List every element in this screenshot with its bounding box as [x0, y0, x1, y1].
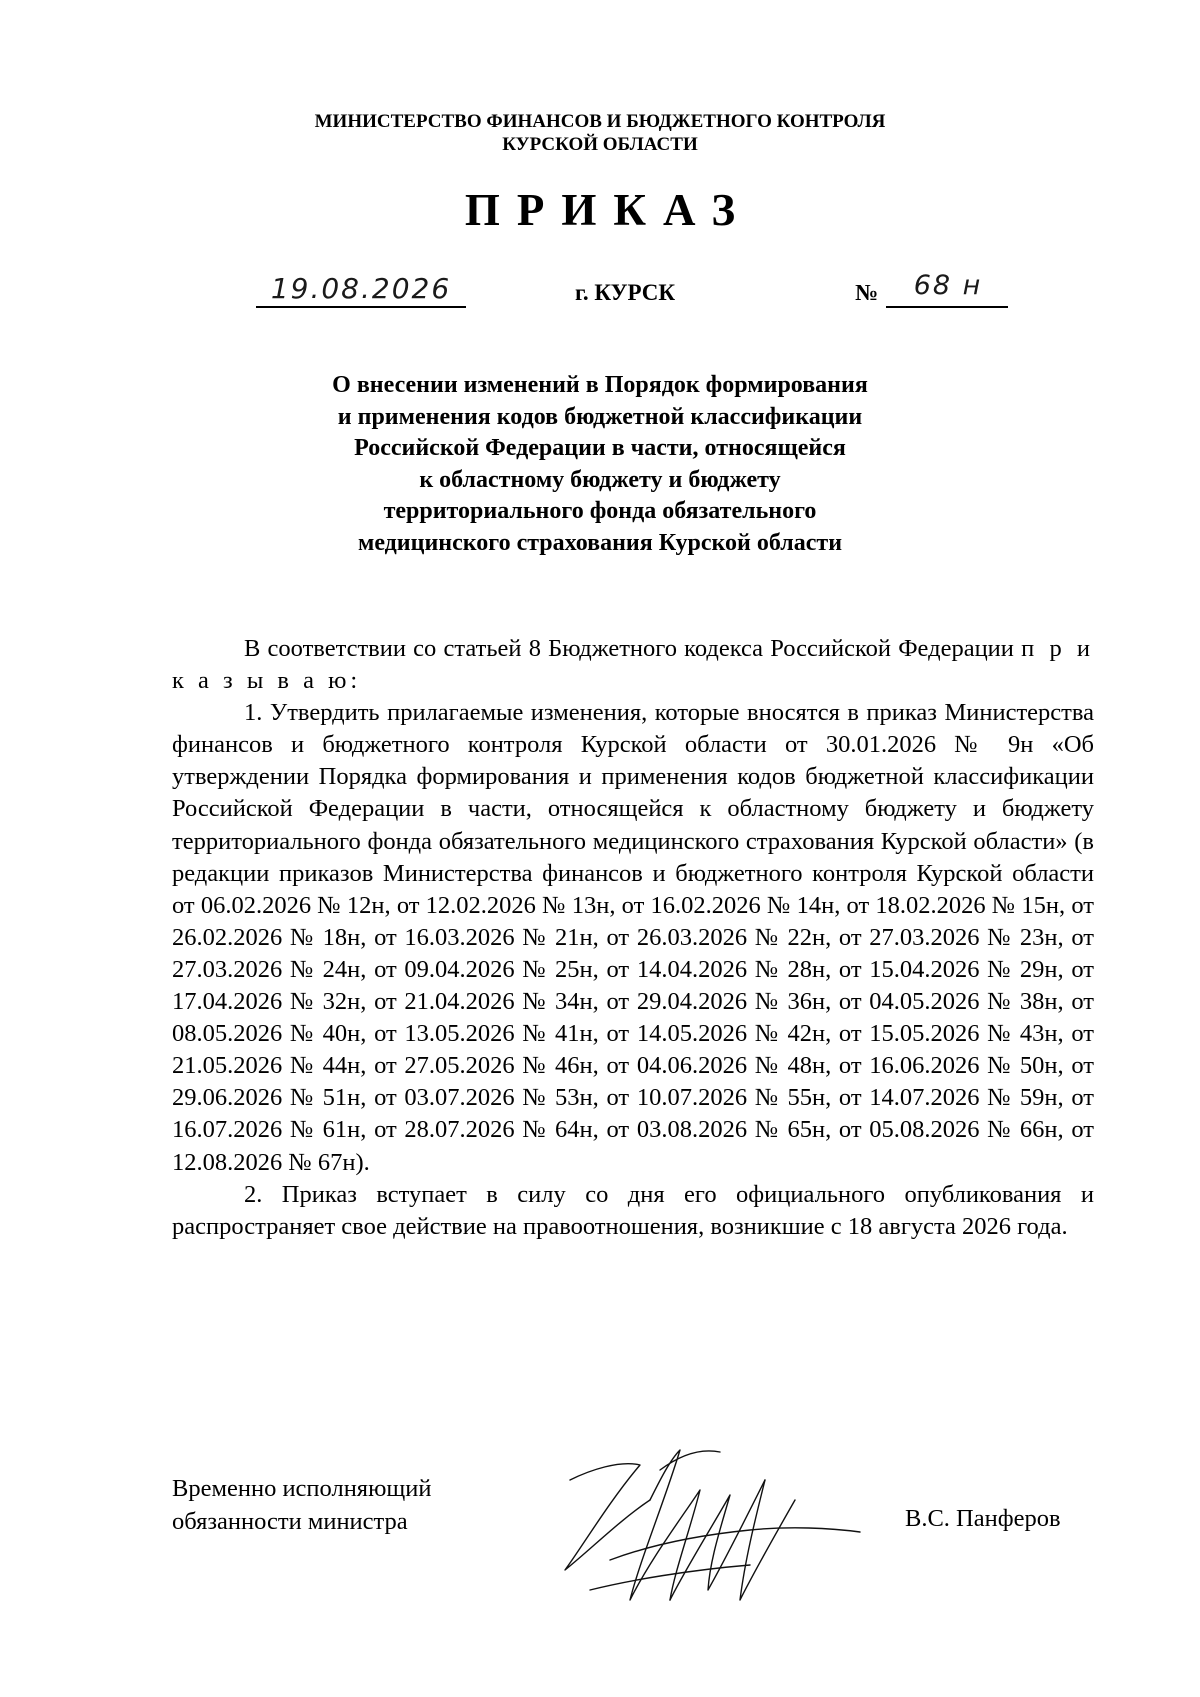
- item-1-paragraph: 1. Утвердить прилагаемые изменения, которые вносятся в приказ Министерства финансов и бюджетного контроля Курской области от 30.01.2026 № 9н «Об утверждении Порядка формирования и применения кодов бюджетной классификации Российской Федерации в части, относящейся к областному бюджету и бюджету территориального фонда обязательного медицинского страхования Курской области» (в редакции приказов Министерства финансов и бюджетного контроля Курской области от 06.02.2026 № 12н, от 12.02.2026 № 13н, от 16.02.2026 № 14н, от 18.02.2026 № 15н, от 26.02.2026 № 18н, от 16.03.2026 № 21н, от 26.03.2026 № 22н, от 27.03.2026 № 23н, от 27.03.2026 № 24н, от 09.04.2026 № 25н, от 14.04.2026 № 28н, от 15.04.2026 № 29н, от 17.04.2026 № 32н, от 21.04.2026 № 34н, от 29.04.2026 № 36н, от 04.05.2026 № 38н, от 08.05.2026 № 40н, от 13.05.2026 № 41н, от 14.05.2026 № 42н, от 15.05.2026 № 43н, от 21.05.2026 № 44н, от 27.05.2026 № 46н, от 04.06.2026 № 48н, от 16.06.2026 № 50н, от 29.06.2026 № 51н, от 03.07.2026 № 53н, от 10.07.2026 № 55н, от 14.07.2026 № 59н, от 16.07.2026 № 61н, от 28.07.2026 № 64н, от 03.08.2026 № 65н, от 05.08.2026 № 66н, от 12.08.2026 № 67н).: [172, 699, 1094, 1176]
- preamble-text: В соответствии со статьей 8 Бюджетного кодекса Российской Федерации: [244, 635, 1014, 662]
- ministry-name-line1: МИНИСТЕРСТВО ФИНАНСОВ И БЮДЖЕТНОГО КОНТРОЛЯ: [314, 111, 886, 132]
- subject-line: к областному бюджету и бюджету: [419, 466, 781, 493]
- document-type-title: ПРИКАЗ: [464, 185, 753, 235]
- ministry-name-line2: КУРСКОЙ ОБЛАСТИ: [502, 134, 698, 155]
- subject-line: медицинского страхования Курской области: [357, 529, 843, 556]
- subject-line: территориального фонда обязательного: [383, 498, 817, 524]
- date-underline: [256, 306, 466, 308]
- handwritten-signature: [550, 1440, 870, 1630]
- handwritten-date: 19.08.2026: [270, 272, 452, 305]
- ministry-header: [0, 110, 1200, 156]
- subject-line: О внесении изменений в Порядок формирования: [332, 372, 868, 398]
- subject-line: Российской Федерации в части, относящейся: [354, 435, 846, 461]
- preamble-paragraph: [172, 633, 1094, 697]
- signatory-position-line2: обязанности министра: [172, 1508, 408, 1535]
- order-subject: [0, 370, 1200, 559]
- subject-line: и применения кодов бюджетной классификации: [337, 403, 863, 430]
- signatory-position: [172, 1472, 431, 1538]
- signatory-position-line1: Временно исполняющий: [172, 1475, 432, 1502]
- order-body: [172, 633, 1094, 1243]
- number-underline: [886, 306, 1008, 308]
- handwritten-order-number: 68 н: [913, 270, 983, 301]
- item-2-paragraph: 2. Приказ вступает в силу со дня его официального опубликования и распространяет свое действие на правоотношения, возникшие с 18 августа 2026 года.: [172, 1180, 1094, 1240]
- order-verb: п р и к а з ы в а ю:: [172, 635, 1095, 695]
- signatory-name: В.С. Панферов: [905, 1505, 1061, 1532]
- number-sign: №: [855, 280, 879, 305]
- city-label: г. КУРСК: [575, 280, 676, 305]
